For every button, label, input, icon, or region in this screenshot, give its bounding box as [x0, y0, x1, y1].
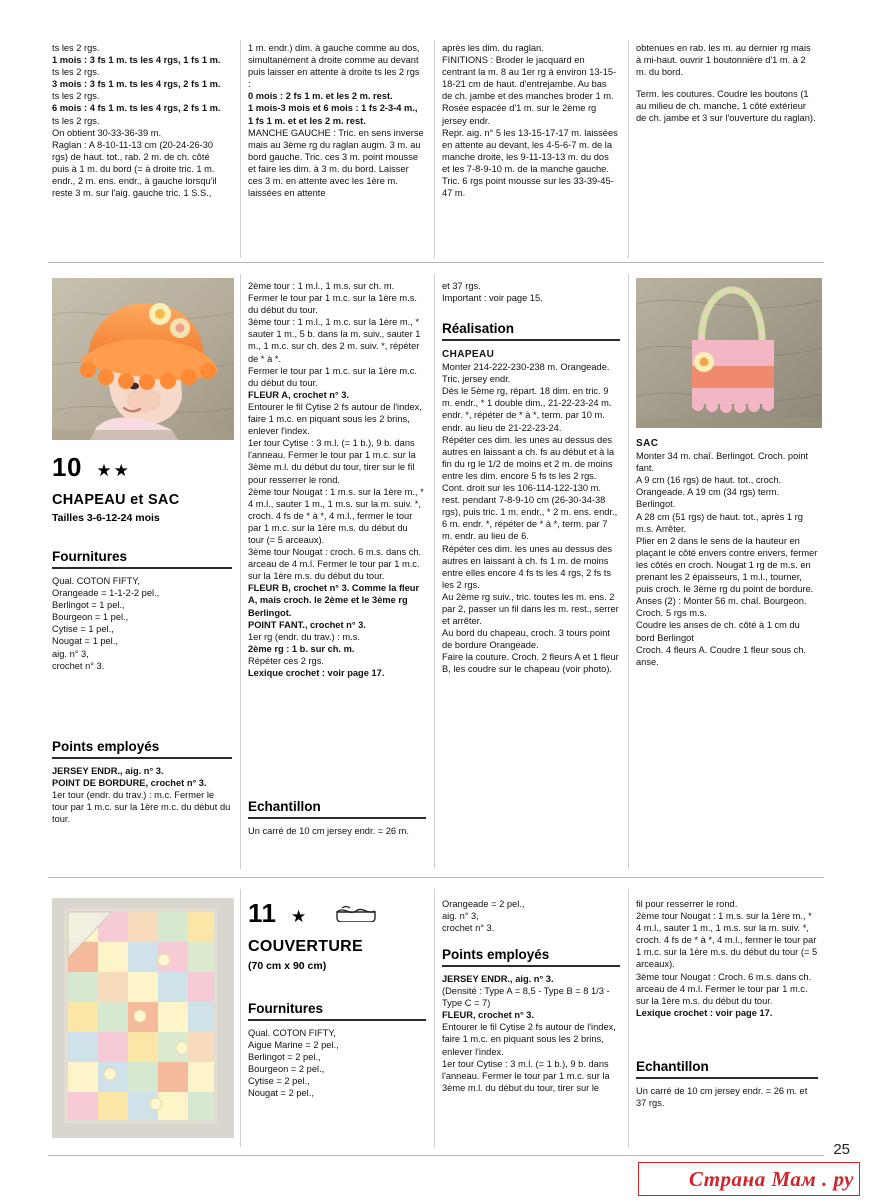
- model-10-title-block: [52, 492, 232, 524]
- text-line: 1er rg (endr. du trav.) : m.s.: [248, 631, 360, 642]
- section-heading-fournitures: Fournitures: [52, 549, 232, 569]
- text-line: Qual. COTON FIFTY,: [52, 576, 140, 586]
- text-line: 1 mois-3 mois et 6 mois : 1 fs 2-3-4 m., 1 fs 1 m. et et les 2 m. rest.: [248, 103, 418, 126]
- column-rule: [240, 40, 241, 258]
- text-paragraph: Un carré de 10 cm jersey endr. = 26 m. et 37 rgs.: [636, 1086, 808, 1109]
- watermark-text: Страна Мам . ру: [688, 1167, 854, 1191]
- model-number: 10: [52, 452, 82, 482]
- text-line: crochet n° 3.: [442, 923, 495, 934]
- text-paragraph: A 28 cm (51 rgs) de haut. tot., après 1 rg m.s. Arrêter.: [636, 511, 803, 534]
- text-paragraph: Cont. droit sur les 106-114-122-130 m. rest. pendant 7-8-9-10 cm (26-30-34-38 rgs), puis tric. 1 m. endr., * 2 m. ens. endr., 6 m. endr. *, répéter de * à *, term. par 7 m. endr. au lieu de 6.: [442, 483, 618, 542]
- text-line: FLEUR A, crochet n° 3.: [248, 389, 350, 400]
- photo-bag: [636, 278, 822, 428]
- column-rule: [628, 889, 629, 1147]
- text-line: POINT DE BORDURE, crochet n° 3.: [52, 778, 207, 789]
- model-10-header: [52, 452, 232, 483]
- text-paragraph: 2ème tour : 1 m.l., 1 m.s. sur ch. m. Fermer le tour par 1 m.c. sur la 1ère m.s. du début du tour.: [248, 281, 417, 316]
- top-column-2: [248, 42, 424, 199]
- column-rule: [628, 40, 629, 258]
- text-line: ts les 2 rgs.: [52, 43, 100, 53]
- text-paragraph: 3ème tour Nougat : Croch. 6 m.s. dans ch. arceau de 4 m.l. Fermer le tour par 1 m.c. sur la 1ère m.s. du début du tour.: [636, 971, 812, 1006]
- text-line: 0 mois : 2 fs 1 m. et les 2 m. rest.: [248, 91, 393, 102]
- text-paragraph: 1er tour Cytise : 3 m.l. (= 1 b.), 9 b. dans l'anneau. Fermer le tour par 1 m.c. sur la 3ème m.l. du début du tour, tirer sur le fil pour resserrer le rond.: [248, 438, 416, 485]
- model-11-column-3-top: [442, 898, 620, 934]
- text-paragraph: MANCHE GAUCHE : Tric. en sens inverse mais au 3ème rg du raglan augm. 3 m. au bord gauche. Tric. ces 3 m. point mousse et faire les dim. à 3 m. du bord. Laisser ces 3 m. en attente avec les 1ère m. laissées en attente: [248, 127, 424, 199]
- model-10-sac: [636, 438, 818, 668]
- text-paragraph: 2ème tour Nougat : 1 m.s. sur la 1ère m., * 4 m.l., sauter 1 m., 1 m.s. sur la m. suiv. *, croch. 4 fs de * à *, 4 m.l., fermer le tour par 1 m.c. sur la 1ère m.s. du début du tour (= 5 arceaux).: [636, 911, 818, 970]
- text-line: JERSEY ENDR., aig. n° 3.: [52, 766, 164, 776]
- model-title: COUVERTURE: [248, 938, 364, 955]
- text-line: Nougat = 1 pel.,: [52, 636, 118, 647]
- text-paragraph: Faire la couture. Croch. 2 fleurs A et 1 fleur B, les coudre sur le chapeau (voir photo).: [442, 652, 619, 675]
- model-10-column-3-top: [442, 280, 620, 304]
- section-heading-realisation: Réalisation: [442, 321, 620, 341]
- text-line: JERSEY ENDR., aig. n° 3.: [442, 974, 554, 984]
- text-paragraph: 1er tour Cytise : 3 m.l. (= 1 b.), 9 b. dans l'anneau. Fermer le tour par 1 m.c. sur la 3ème m.l. du début du tour, tirer sur le: [442, 1058, 610, 1093]
- text-line: Bourgeon = 1 pel.,: [52, 612, 129, 623]
- text-line: On obtient 30-33-36-39 m.: [52, 127, 162, 138]
- text-paragraph: Répéter ces dim. les unes au dessus des autres en laissant a ch. fs au début et à la fin du rg le 1/2 de moins et 2 m. de moins entre les dim. encore 5 fs ts les 2 rgs.: [442, 434, 615, 481]
- text-paragraph: Anses (2) : Monter 56 m. chaî. Bourgeon. Croch. 5 rgs m.s.: [636, 596, 807, 619]
- text-line: Orangeade = 2 pel.,: [442, 899, 525, 909]
- column-rule: [434, 274, 435, 869]
- subsection-heading-sac: SAC: [636, 438, 659, 449]
- text-paragraph: Au bord du chapeau, croch. 3 tours point de bordure Orangeade.: [442, 628, 610, 651]
- model-title: CHAPEAU et SAC: [52, 492, 180, 508]
- section-heading-echantillon: Echantillon: [248, 799, 426, 819]
- text-line: ts les 2 rgs.: [52, 91, 100, 102]
- text-paragraph: Monter 34 m. chaî. Berlingot. Croch. point fant.: [636, 451, 809, 474]
- section-heading-points: Points employés: [52, 739, 232, 759]
- text-line: ts les 2 rgs.: [52, 67, 100, 78]
- text-paragraph: Au 2ème rg suiv., tric. toutes les m. ens. 2 par 2, passer un fil dans les m. rest., serrer et arrêter.: [442, 591, 619, 627]
- text-line: Cytise = 1 pel.,: [52, 624, 114, 635]
- top-column-1: [52, 42, 228, 199]
- page-number: 25: [833, 1141, 850, 1158]
- model-10-column-2: [248, 280, 426, 679]
- model-11-column-4: [636, 898, 818, 1019]
- column-rule: [434, 40, 435, 258]
- column-rule: [240, 274, 241, 869]
- model-10-fournitures: [52, 540, 232, 672]
- text-paragraph: Croch. 4 fleurs A. Coudre 1 fleur sous ch. anse.: [636, 644, 807, 667]
- section-heading-fournitures: Fournitures: [248, 1001, 426, 1021]
- section-divider-middle: [48, 877, 824, 878]
- section-divider-bottom: [48, 1155, 824, 1156]
- text-paragraph: (Densité : Type A = 8,5 - Type B = 8 1/3 - Type C = 7): [442, 986, 610, 1009]
- text-line: Nougat = 2 pel.,: [248, 1088, 314, 1099]
- difficulty-stars: ★: [290, 907, 309, 926]
- text-line: crochet n° 3.: [52, 660, 105, 671]
- top-column-3: [442, 42, 618, 199]
- text-paragraph: obtenues en rab. les m. au dernier rg mais à mi-haut. ouvrir 1 boutonnière d'1 m. à 2 m. du bord.: [636, 43, 811, 78]
- text-line: 6 mois : 4 fs 1 m. ts les 4 rgs, 2 fs 1 m.: [52, 103, 221, 114]
- text-line: 3 mois : 3 fs 1 m. ts les 4 rgs, 2 fs 1 m.: [52, 79, 221, 90]
- text-paragraph: Repr. aig. n° 5 les 13-15-17-17 m. laissées en attente au devant, les 4-5-6-7 m. de la manche droite, les 9-11-13-13 m. du dos et les 7-8-9-10 m. de la manche gauche. Tric. 6 rgs point mousse sur les 33-39-45-47 m.: [442, 127, 618, 199]
- text-paragraph: FINITIONS : Broder le jacquard en centrant la m. 8 au 1er rg à environ 13-15-18-21 cm de haut. d'entrejambe. Au bas de ch. jambe et des manches broder 1 m. Rosée espacée d'1 m. sur le 2ème rg jersey endr.: [442, 55, 617, 126]
- top-column-4: [636, 42, 818, 125]
- column-rule: [628, 274, 629, 869]
- text-line: Lexique crochet : voir page 17.: [248, 668, 385, 678]
- hand-wash-icon: [334, 904, 378, 920]
- model-10-realisation: [442, 312, 620, 676]
- text-line: Cytise = 2 pel.,: [248, 1076, 310, 1087]
- text-paragraph: Un carré de 10 cm jersey endr. = 26 m.: [248, 826, 409, 836]
- model-11-title-block: [248, 938, 426, 972]
- text-line: 1 mois : 3 fs 1 m. ts les 4 rgs, 1 fs 1 m.: [52, 55, 221, 66]
- text-paragraph: Entourer le fil Cytise 2 fs autour de l'index, faire 1 m.c. en piquant sous les 2 brins, enlever l'index.: [248, 401, 422, 437]
- text-paragraph: Plier en 2 dans le sens de la hauteur en plaçant le côté envers contre envers, fermer les côtés en croch. Nougat 1 rg de m.s. en prenant les 2 épaisseurs, 1 m.l., tourner, puis croch. le 3ème rg du point de bordure.: [636, 535, 818, 595]
- model-sizes: Tailles 3-6-12-24 mois: [52, 512, 160, 524]
- text-paragraph: Répéter ces dim. les unes au dessus des autres en laissant à ch. fs 1 m. de moins entre elles encore 4 fs ts les 4 rgs, 2 fs ts les 2 rgs.: [442, 543, 613, 590]
- column-rule: [240, 889, 241, 1147]
- photo-blanket: [52, 898, 234, 1138]
- text-line: aig. n° 3,: [52, 648, 89, 659]
- model-10-points: [52, 730, 232, 825]
- text-paragraph: A 9 cm (16 rgs) de haut. tot., croch. Orangeade. A 19 cm (34 rgs) term. Berlingot.: [636, 475, 782, 510]
- model-number: 11: [248, 898, 277, 928]
- model-11-points: [442, 938, 620, 1094]
- text-line: Aigue Marine = 2 pel.,: [248, 1040, 339, 1051]
- text-paragraph: Dès le 5ème rg, répart. 18 dim. en tric. 9 m. endr., * 1 double dim., 21-22-23-24 m. endr. *, répéter de * à *, term. par 10 m. endr. au lieu de 21-22-23-24.: [442, 386, 612, 433]
- text-line: Lexique crochet : voir page 17.: [636, 1007, 773, 1018]
- text-line: après les dim. du raglan.: [442, 43, 544, 53]
- text-paragraph: 3ème tour : 1 m.l., 1 m.c. sur la 1ère m., * sauter 1 m., 5 b. dans la m. suiv., sauter 1 m., 1 m.c. sur ch. des 2 m. suiv. *, répéter de * à *.: [248, 317, 421, 364]
- text-line: ts les 2 rgs.: [52, 115, 100, 126]
- text-paragraph: Raglan : A 8-10-11-13 cm (20-24-26-30 rgs) de haut. tot., rab. 2 m. de ch. côté puis à 1 m. du bord (= à droite tric. 1 m. endr., 2 m. ens. endr., à gauche lorsqu'il reste 3 m. sur l'aig. gauche tric. 1 S.S.,: [52, 139, 217, 199]
- column-rule: [434, 889, 435, 1147]
- model-11-fournitures: [248, 992, 426, 1100]
- model-11-header: [248, 898, 426, 929]
- text-line: Berlingot = 1 pel.,: [52, 600, 125, 611]
- text-line: fil pour resserrer le rond.: [636, 899, 738, 909]
- model-11-echantillon: [636, 1050, 818, 1109]
- section-heading-points: Points employés: [442, 947, 620, 967]
- text-line: Important : voir page 15.: [442, 293, 543, 304]
- text-line: POINT FANT., crochet n° 3.: [248, 619, 366, 630]
- text-paragraph: Monter 214-222-230-238 m. Orangeade. Tric. jersey endr.: [442, 362, 610, 385]
- text-paragraph: Entourer le fil Cytise 2 fs autour de l'index, faire 1 m.c. en piquant sous les 2 brins, enlever l'index.: [442, 1022, 616, 1057]
- text-paragraph: Term. les coutures. Coudre les boutons (1 au milieu de ch. manche, 1 côté extérieur de ch. jambe et 3 sur l'ouverture du raglan).: [636, 89, 816, 124]
- subsection-heading-chapeau: CHAPEAU: [442, 349, 495, 360]
- text-line: Berlingot = 2 pel.,: [248, 1052, 321, 1063]
- photo-hat-baby: [52, 278, 234, 440]
- text-line: et 37 rgs.: [442, 281, 481, 291]
- text-paragraph: 3ème tour Nougat : croch. 6 m.s. dans ch. arceau de 4 m.l. Fermer le tour par 1 m.c. sur la 1ère m.s. du début du tour.: [248, 547, 422, 582]
- text-line: Bourgeon = 2 pel.,: [248, 1064, 325, 1075]
- text-paragraph: 1 m. endr.) dim. à gauche comme au dos, simultanément à droite comme au devant puis laisser en attente à droite ts les 2 rgs :: [248, 43, 420, 90]
- text-paragraph: Fermer le tour par 1 m.c. sur la 1ère m.c. du début du tour.: [248, 365, 417, 388]
- text-line: FLEUR, crochet n° 3.: [442, 1010, 535, 1021]
- text-line: aig. n° 3,: [442, 911, 479, 922]
- text-paragraph: FLEUR B, crochet n° 3. Comme la fleur A, mais croch. le 2ème et le 3ème rg Berlingot.: [248, 583, 420, 618]
- difficulty-stars: ★★: [96, 461, 131, 480]
- section-divider-top: [48, 262, 824, 263]
- text-paragraph: 1er tour (endr. du trav.) : m.c. Fermer le tour par 1 m.c. sur la 1ère m.c. du début du tour.: [52, 790, 231, 825]
- text-line: Qual. COTON FIFTY,: [248, 1028, 336, 1038]
- text-paragraph: Coudre les anses de ch. côté à 1 cm du bord Berlingot: [636, 620, 800, 643]
- section-heading-echantillon: Echantillon: [636, 1059, 818, 1079]
- text-line: Répéter ces 2 rgs.: [248, 655, 324, 666]
- model-sizes: (70 cm x 90 cm): [248, 960, 327, 972]
- model-10-echantillon: [248, 790, 426, 837]
- text-paragraph: 2ème tour Nougat : 1 m.s. sur la 1ère m., * 4 m.l., sauter 1 m., 1 m.s. sur la m. suiv. *, croch. 4 fs de * à *, 4 m.l., fermer le tour par 1 m.c. sur la 1ère m.s. du début du tour (= 5 arceaux).: [248, 486, 424, 545]
- text-line: Orangeade = 1-1-2-2 pel.,: [52, 588, 160, 599]
- text-line: 2ème rg : 1 b. sur ch. m.: [248, 643, 355, 654]
